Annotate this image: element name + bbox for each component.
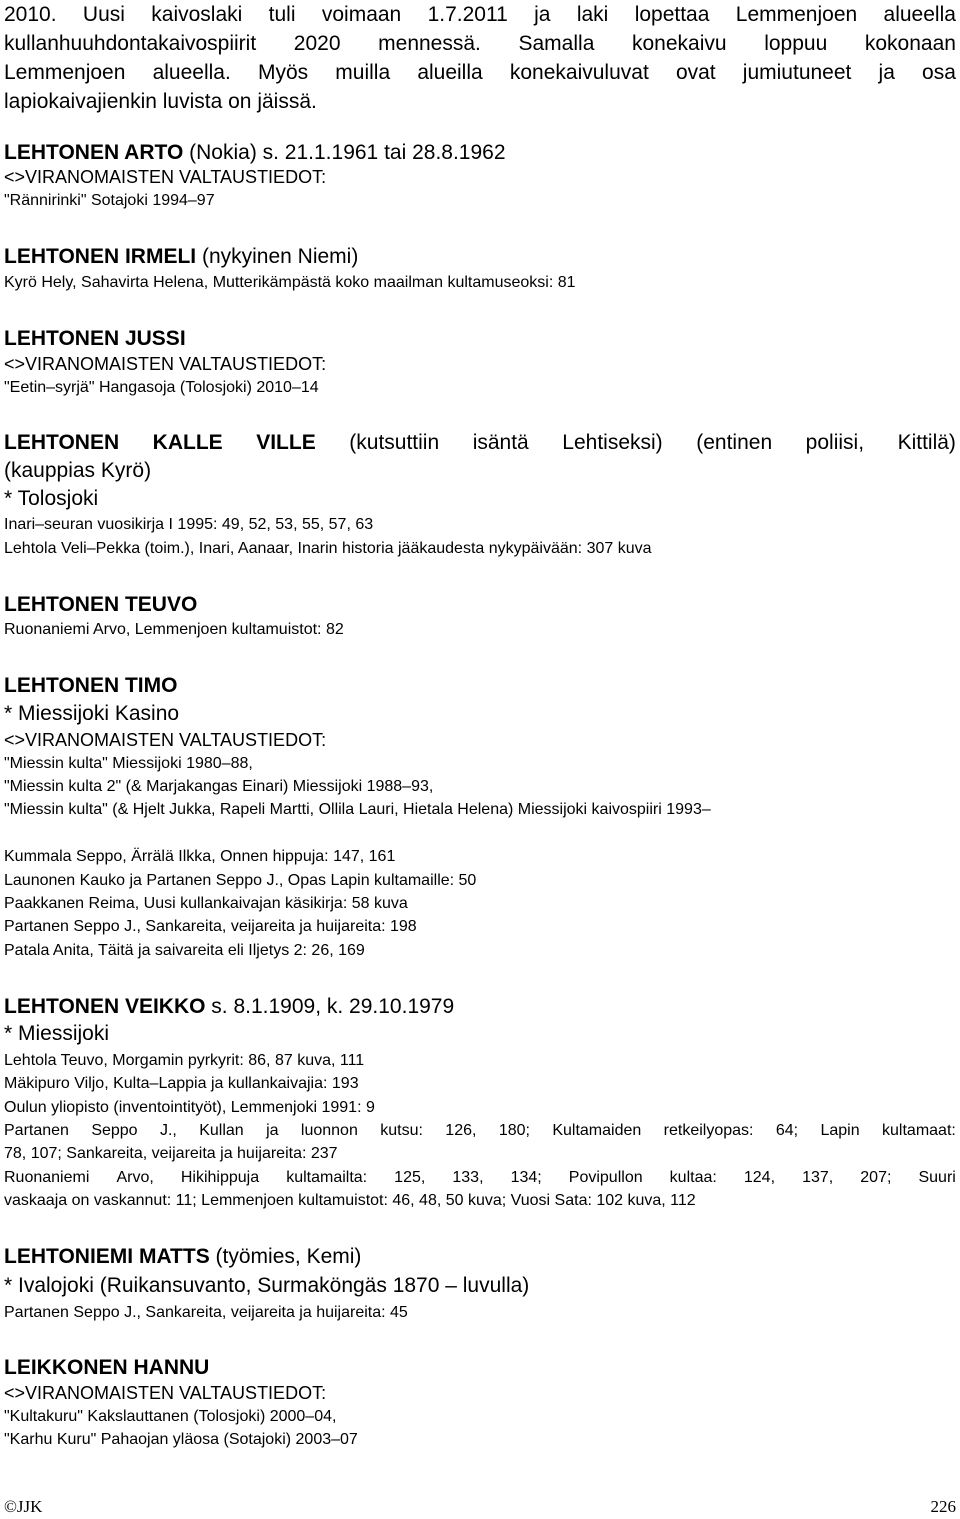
reference-line: Kummala Seppo, Ärrälä Ilkka, Onnen hippuja: 147, 161 [4,848,396,865]
word: 126, [445,1122,477,1139]
reference-line: Kyrö Hely, Sahavirta Helena, Mutterikämpästä koko maailman kultamuseoksi: 81 [4,274,576,291]
reference-line [4,1120,956,1142]
reference-line: Launonen Kauko ja Partanen Seppo J., Opas Lapin kultamaille: 50 [4,872,477,889]
entry-place: * Miessijoki Kasino [4,702,180,725]
word: Seppo [91,1122,138,1139]
claim-line: "Rännirinki" Sotajoki 1994–97 [4,192,215,209]
word: Arvo, [116,1169,154,1186]
word: laki [576,3,609,26]
claim-line: "Kultakuru" Kakslauttanen (Tolosjoki) 2000–04, [4,1408,337,1425]
entry-name: LEHTONEN ARTO [4,141,184,164]
word: 1.7.2011 [427,3,508,26]
entry-name: LEHTONEN VEIKKO [4,995,206,1018]
entry-details: (nykyinen Niemi) [196,245,359,268]
word: kultaa: [669,1169,717,1186]
word: 133, [452,1169,484,1186]
word: Hikihippuja [180,1169,260,1186]
word: 137, [802,1169,834,1186]
word: Partanen [4,1122,69,1139]
entry-place: * Miessijoki [4,1022,110,1045]
entry-details: (Nokia) s. 21.1.1961 tai 28.8.1962 [183,141,506,164]
claim-line: "Miessin kulta" Miessijoki 1980–88, [4,755,253,772]
word: 64; [775,1122,799,1139]
intro-line: lapiokaivajienkin luvista on jäissä. [4,90,317,113]
word: konekaivuluvat [509,61,649,84]
reference-line: Mäkipuro Viljo, Kulta–Lappia ja kullankaivajia: 193 [4,1075,359,1092]
word: ovat [675,61,716,84]
claim-line: "Karhu Kuru" Pahaojan yläosa (Sotajoki) 2003–07 [4,1431,358,1448]
word: kullanhuuhdontakaivospiirit [4,32,257,55]
word: 2020 [293,32,341,55]
word: Lehtiseksi) [562,431,663,454]
reference-line: Oulun yliopisto (inventointityöt), Lemmenjoki 1991: 9 [4,1099,375,1116]
word: kutsu: [380,1122,423,1139]
word: Kittilä) [897,431,956,454]
word: isäntä [472,431,529,454]
footer-copyright: ©JJK [4,1497,43,1516]
entry-heading-kalle [4,430,956,456]
word: kokonaan [864,32,956,55]
word: Suuri [918,1169,956,1186]
word: Myös [257,61,309,84]
registry-label: <>VIRANOMAISTEN VALTAUSTIEDOT: [4,354,327,374]
reference-line: Ruonaniemi Arvo, Lemmenjoen kultamuistot: 82 [4,621,344,638]
word: Kullan [199,1122,244,1139]
word: muilla [335,61,391,84]
entry-name: LEIKKONEN HANNU [4,1356,210,1379]
word: alueella [883,3,956,26]
word: 180; [498,1122,530,1139]
word: tuli [268,3,296,26]
word: VILLE [256,431,316,454]
reference-line: Patala Anita, Täitä ja saivareita eli Iljetys 2: 26, 169 [4,942,365,959]
reference-line: vaskaaja on vaskannut: 11; Lemmenjoen kultamuistot: 46, 48, 50 kuva; Vuosi Sata: 102 kuva, 112 [4,1192,696,1209]
word: Kultamaiden [552,1122,642,1139]
reference-line: Inari–seuran vuosikirja I 1995: 49, 52, 53, 55, 57, 63 [4,516,374,533]
claim-line: "Miessin kulta" (& Hjelt Jukka, Rapeli Martti, Ollila Lauri, Hietala Helena) Miessijoki kaivospiiri 1993– [4,801,711,818]
word: retkeilyopas: [663,1122,754,1139]
intro-line [4,58,956,87]
entry-heading-irmeli [4,244,358,270]
word: Lemmenjoen [4,61,126,84]
entry-details: s. 8.1.1909, k. 29.10.1979 [205,995,455,1018]
claim-line: "Eetin–syrjä" Hangasoja (Tolosjoki) 2010–14 [4,379,319,396]
word: lopettaa [634,3,710,26]
registry-label: <>VIRANOMAISTEN VALTAUSTIEDOT: [4,730,327,750]
word: LEHTONEN [4,431,120,454]
word: alueella. [152,61,231,84]
word: Samalla [518,32,595,55]
word: ja [534,3,551,26]
word: ja [878,61,895,84]
word: loppuu [764,32,828,55]
entry-place: * Tolosjoki [4,487,99,510]
word: Uusi [82,3,125,26]
word: Lemmenjoen [735,3,858,26]
entry-name: LEHTONEN TIMO [4,674,178,697]
entry-heading-matts [4,1244,361,1270]
word: 134; [510,1169,542,1186]
registry-label: <>VIRANOMAISTEN VALTAUSTIEDOT: [4,1383,327,1403]
page-number: 226 [930,1497,956,1516]
entry-occupation: (kauppias Kyrö) [4,459,152,482]
word: kaivoslaki [151,3,243,26]
intro-paragraph [4,0,956,116]
reference-line [4,1167,956,1189]
word: osa [922,61,956,84]
entry-heading-jussi [4,326,186,352]
word: ja [266,1122,279,1139]
intro-line [4,0,956,29]
word: poliisi, [805,431,865,454]
intro-line [4,29,956,58]
word: Povipullon [568,1169,643,1186]
reference-line: Partanen Seppo J., Sankareita, veijareita ja huijareita: 45 [4,1304,408,1321]
entry-heading-veikko [4,994,454,1020]
word: J., [159,1122,177,1139]
reference-line: 78, 107; Sankareita, veijareita ja huijareita: 237 [4,1145,338,1162]
word: mennessä. [378,32,481,55]
registry-label: <>VIRANOMAISTEN VALTAUSTIEDOT: [4,167,327,187]
word: 125, [394,1169,426,1186]
word: Ruonaniemi [4,1169,90,1186]
reference-line: Partanen Seppo J., Sankareita, veijareita ja huijareita: 198 [4,918,417,935]
word: kultamailta: [286,1169,368,1186]
entry-heading-hannu [4,1355,209,1381]
word: KALLE [152,431,223,454]
entry-name: LEHTONEN TEUVO [4,593,198,616]
entry-name: LEHTONEN JUSSI [4,327,186,350]
word: (kutsuttiin [349,431,440,454]
entry-heading-arto [4,140,506,166]
word: luonnon [300,1122,358,1139]
entry-details: (työmies, Kemi) [209,1245,362,1268]
entry-heading-timo [4,673,177,699]
word: 207; [860,1169,892,1186]
word: 2010. [4,3,57,26]
word: alueilla [417,61,483,84]
claim-line: "Miessin kulta 2" (& Marjakangas Einari) Miessijoki 1988–93, [4,778,434,795]
word: konekaivu [632,32,727,55]
entry-place: * Ivalojoki (Ruikansuvanto, Surmaköngäs 1870 – luvulla) [4,1274,530,1297]
entry-name: LEHTONEN IRMELI [4,245,197,268]
reference-line: Lehtola Teuvo, Morgamin pyrkyrit: 86, 87 kuva, 111 [4,1052,365,1069]
reference-line: Paakkanen Reima, Uusi kullankaivajan käsikirja: 58 kuva [4,895,408,912]
entry-name: LEHTONIEMI MATTS [4,1245,210,1268]
word: Lapin [820,1122,860,1139]
word: (entinen [696,431,773,454]
word: 124, [743,1169,776,1186]
word: voimaan [321,3,402,26]
word: jumiutuneet [742,61,852,84]
entry-heading-teuvo [4,592,197,618]
reference-line: Lehtola Veli–Pekka (toim.), Inari, Aanaar, Inarin historia jääkaudesta nykypäivään: 307 kuva [4,540,652,557]
word: kultamaat: [882,1122,956,1139]
